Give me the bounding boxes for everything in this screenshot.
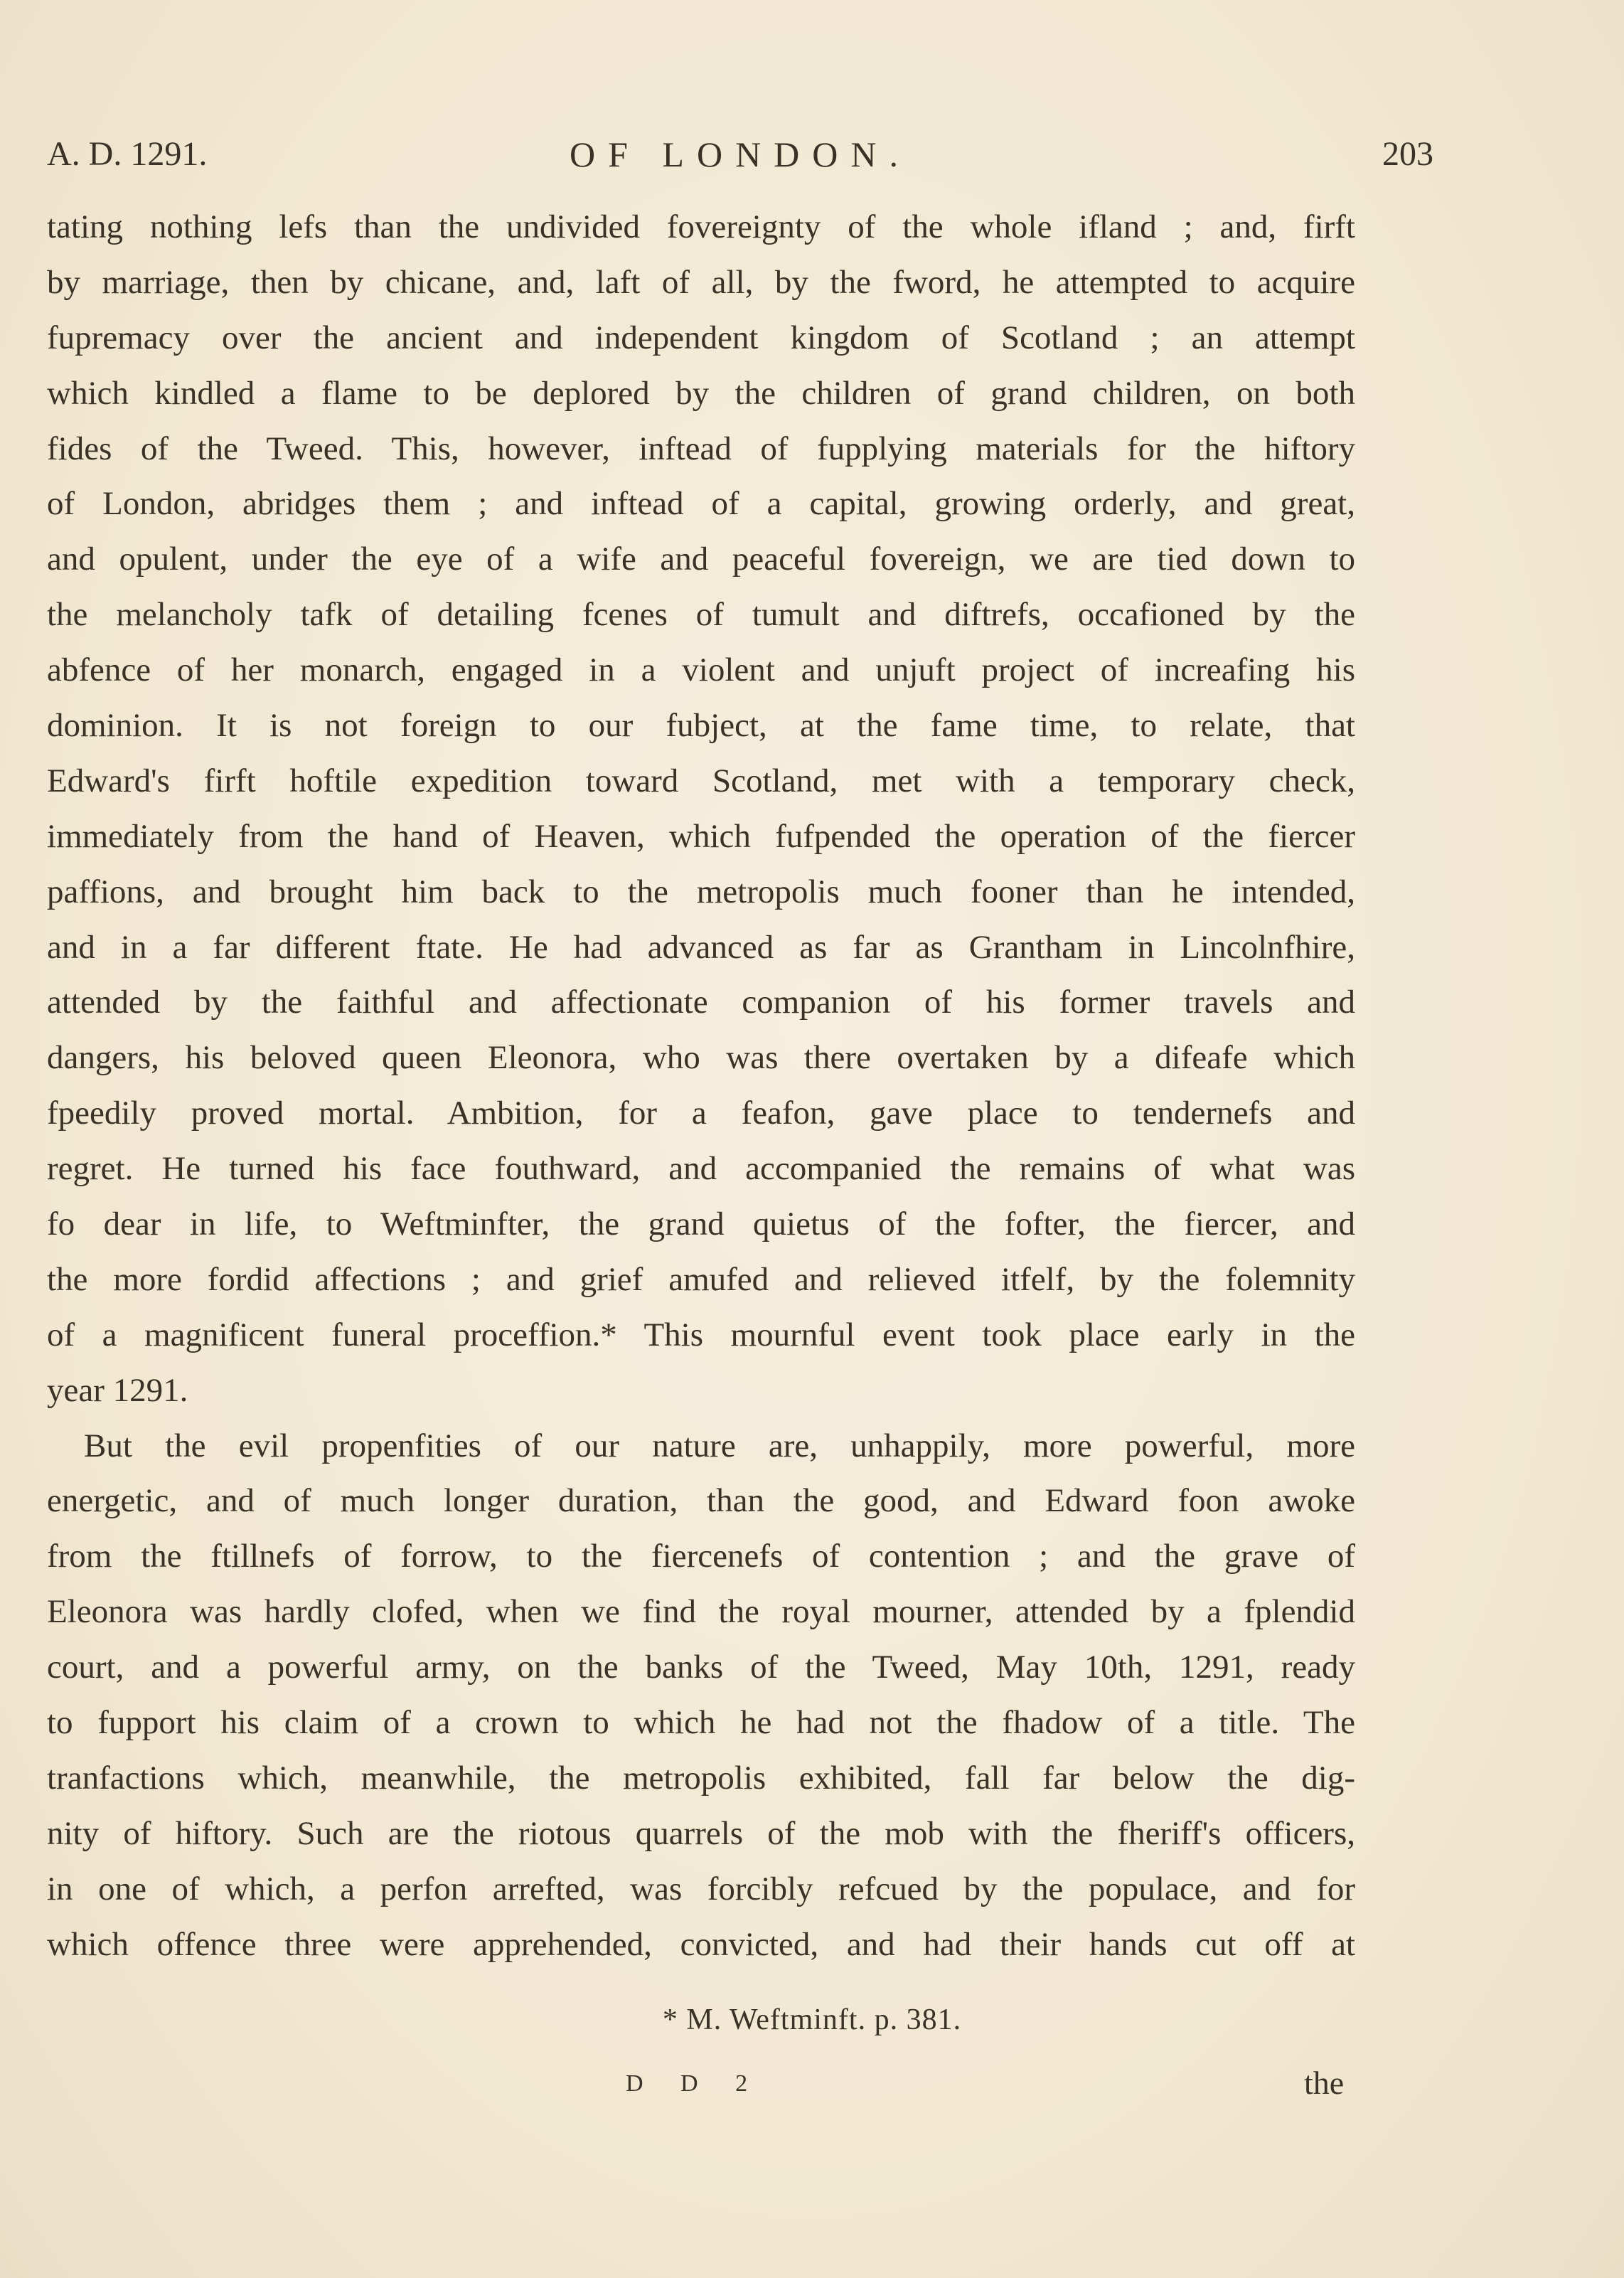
text-line: court, and a powerful army, on the banks of the Tweed, May 10th, 1291, ready [47,1649,1355,1686]
text-line: which kindled a flame to be deplored by the children of grand children, on both [47,374,1355,412]
text-line: abfence of her monarch, engaged in a violent and unjuft project of increafing his [47,651,1355,689]
paragraph-start-line: But the evil propenfities of our nature are, unhappily, more powerful, more [84,1427,1355,1464]
text-line: dangers, his beloved queen Eleonora, who was there overtaken by a difeafe which [47,1039,1355,1077]
text-line: and opulent, under the eye of a wife and peaceful fovereign, we are tied down to [47,541,1355,578]
catchword: the [1304,2065,1345,2101]
text-line: paffions, and brought him back to the metropolis much fooner than he intended, [47,873,1355,910]
text-line: Eleonora was hardly clofed, when we find the royal mourner, attended by a fplendid [47,1593,1355,1631]
text-line: fo dear in life, to Weftminfter, the grand quietus of the fofter, the fiercer, and [47,1205,1355,1243]
text-line: which offence three were apprehended, convicted, and had their hands cut off at [47,1925,1355,1963]
page-number: 203 [1382,135,1433,173]
text-line: immediately from the hand of Heaven, which fufpended the operation of the fiercer [47,817,1355,855]
text-line: fides of the Tweed. This, however, inftead of fupplying materials for the hiftory [47,430,1355,467]
footnote: * M. Weftminft. p. 381. [662,2003,962,2036]
text-line: to fupport his claim of a crown to which he had not the fhadow of a title. The [47,1704,1355,1742]
text-line: fupremacy over the ancient and independent kingdom of Scotland ; an attempt [47,319,1355,356]
text-line: attended by the faithful and affectionate companion of his former travels and [47,984,1355,1021]
running-header [47,129,1433,179]
text-line: Edward's firft hoftile expedition toward Scotland, met with a temporary check, [47,762,1355,799]
paragraph-end-line: year 1291. [47,1371,188,1409]
text-line: in one of which, a perfon arrefted, was forcibly refcued by the populace, and for [47,1870,1355,1907]
text-line: dominion. It is not foreign to our fubject, at the fame time, to relate, that [47,707,1355,745]
text-line: from the ftillnefs of forrow, to the fiercenefs of contention ; and the grave of [47,1538,1355,1575]
text-line: tranfactions which, meanwhile, the metropolis exhibited, fall far below the dig- [47,1759,1355,1797]
text-line: energetic, and of much longer duration, than the good, and Edward foon awoke [47,1482,1355,1520]
header-title: OF LONDON. [570,134,911,174]
text-line: the more fordid affections ; and grief amufed and relieved itfelf, by the folemnity [47,1260,1355,1298]
text-line: fpeedily proved mortal. Ambition, for a feafon, gave place to tendernefs and [47,1095,1355,1132]
text-line: and in a far different ftate. He had advanced as far as Grantham in Lincolnfhire, [47,928,1355,966]
text-line: regret. He turned his face fouthward, and accompanied the remains of what was [47,1150,1355,1188]
text-line: nity of hiftory. Such are the riotous quarrels of the mob with the fheriff's officers, [47,1814,1355,1852]
signature-mark: D D 2 [626,2070,764,2097]
text-line: the melancholy tafk of detailing fcenes of tumult and diftrefs, occafioned by the [47,596,1355,634]
text-line: tating nothing lefs than the undivided fovereignty of the whole ifland ; and, firft [47,208,1355,245]
header-date: A. D. 1291. [47,135,208,173]
text-line: of a magnificent funeral proceffion.* This mournful event took place early in the [47,1316,1355,1353]
text-line: by marriage, then by chicane, and, laft of all, by the fword, he attempted to acquire [47,263,1355,301]
text-line: of London, abridges them ; and inftead of a capital, growing orderly, and great, [47,485,1355,523]
body-text [47,200,1355,1973]
